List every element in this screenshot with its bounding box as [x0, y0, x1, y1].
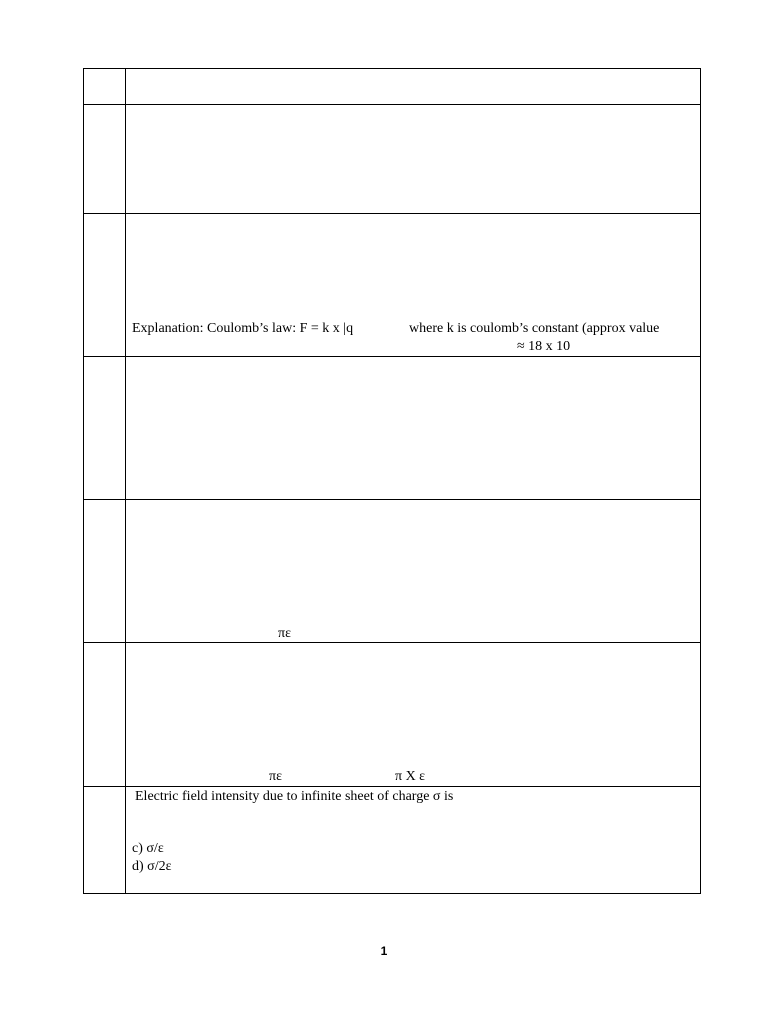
option-d: d) σ/2ε [132, 859, 172, 874]
coulomb-explanation: Explanation: Coulomb’s law: F = k x |q [132, 321, 354, 336]
question-text: Electric field intensity due to infinite sheet of charge σ is [135, 789, 454, 804]
table-border-top [83, 68, 701, 69]
column-divider [125, 68, 126, 894]
pi-x-epsilon-text: π X ε [395, 769, 426, 784]
row-divider [83, 356, 701, 357]
row-divider [83, 104, 701, 105]
table-border-right [700, 68, 701, 894]
page-number: 1 [380, 944, 388, 958]
coulomb-constant-note: where k is coulomb’s constant (approx value [409, 321, 660, 336]
row-divider [83, 499, 701, 500]
row-divider [83, 213, 701, 214]
coulomb-constant-value: ≈ 18 x 10 [517, 339, 571, 354]
table-border-left [83, 68, 84, 894]
row-divider [83, 642, 701, 643]
table-border-bottom [83, 893, 701, 894]
pi-epsilon-text: πε [278, 626, 291, 641]
pi-epsilon-text: πε [269, 769, 282, 784]
row-divider [83, 786, 701, 787]
option-c: c) σ/ε [132, 841, 164, 856]
